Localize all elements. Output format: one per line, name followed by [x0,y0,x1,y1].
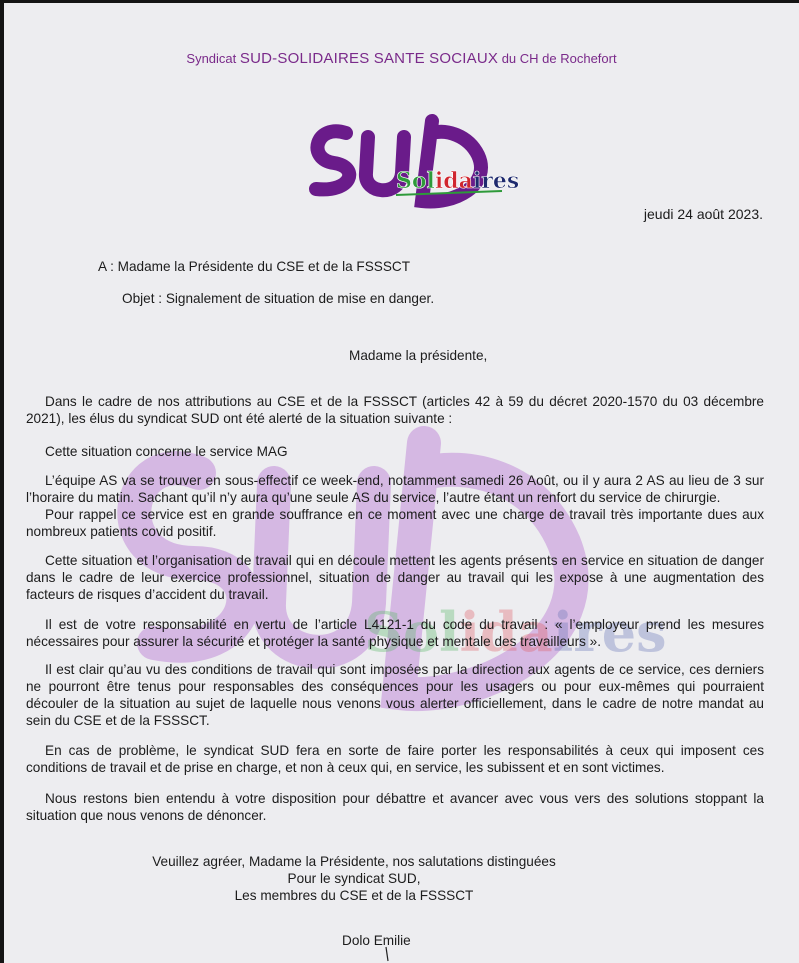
sud-solidaires-logo [304,111,520,211]
salutation: Madame la présidente, [349,348,488,363]
letterhead-prefix: Syndicat [186,51,237,66]
recipient-line: A : Madame la Présidente du CSE et de la FSSSCT [98,259,411,274]
letterhead-suffix: du CH de Rochefort [501,51,617,66]
closing-line: Pour le syndicat SUD, [287,871,421,886]
paragraph-problem: En cas de problème, le syndicat SUD fera en sorte de faire porter les responsabilités à ceux qui imposent ces conditions de travail et de prise en charge, et non à ceux qui, en service, les subissent et en sont victimes. [26,743,764,775]
closing-block [134,853,574,904]
signatory-name: Dolo Emilie [342,933,411,948]
paragraph-conditions: Il est clair qu’au vu des conditions de travail qui sont imposées par la direction aux agents de ce service, ces derniers ne pourront être tenus pour responsables des conséquences pour les usagers ou pour eux-mêmes qui pourraient découler de la situation au sujet de laquelle nous venons vous alerter officiellement, dans le cadre de notre mandat au sein du CSE et de la FSSSCT. [26,662,764,728]
paragraph-attributions: Dans le cadre de nos attributions au CSE et de la FSSSCT (articles 42 à 59 du décret 2020-1570 du 03 décembre 2021), les élus du syndicat SUD ont été alerté de la situation suivante : [26,394,764,426]
closing-line: Veuillez agréer, Madame la Présidente, nos salutations distinguées [152,854,556,869]
letter-page [4,3,799,963]
subject-line: Objet : Signalement de situation de mise en danger. [122,291,435,306]
paragraph-service: Cette situation concerne le service MAG [45,444,288,459]
paragraph-responsibility: Il est de votre responsabilité en vertu de l’article L4121-1 du code du travail : « l’employeur prend les mesures nécessaires pour assurer la sécurité et protéger la santé physique et mentale des travailleurs ». [26,617,764,649]
letterhead-union-name: SUD-SOLIDAIRES SANTE SOCIAUX [239,50,499,67]
watermark-text: Solidaires [364,600,667,664]
logo-solidaires-text: Solidaires [396,168,520,194]
paragraph-availability: Nous restons bien entendu à votre disposition pour débattre et avancer avec vous vers des solutions stoppant la situation que nous venons de dénoncer. [26,791,764,823]
letter-date: jeudi 24 août 2023. [643,206,763,222]
paragraph-workload: Pour rappel ce service est en grande souffrance en ce moment avec une charge de travail très importante dues aux nombreux patients covid positif. [26,507,764,539]
paragraph-understaffing: L’équipe AS va se trouver en sous-effectif ce week-end, notamment samedi 26 Août, ou il y aura 2 AS au lieu de 3 sur l’horaire du matin. Sachant qu’il n’y aura qu’une seule AS du service, l’autre étant un renfort du service de chirurgie. [26,473,764,505]
paragraph-danger: Cette situation et l’organisation de travail qui en découle mettent les agents présents en service en situation de danger dans le cadre de leur exercice professionnel, situation de danger au travail qui les expose à une augmentation des facteurs de risques d’accident du travail. [26,553,764,602]
signature-stroke [384,947,394,961]
closing-line: Les membres du CSE et de la FSSSCT [234,888,474,903]
letterhead [4,50,799,67]
